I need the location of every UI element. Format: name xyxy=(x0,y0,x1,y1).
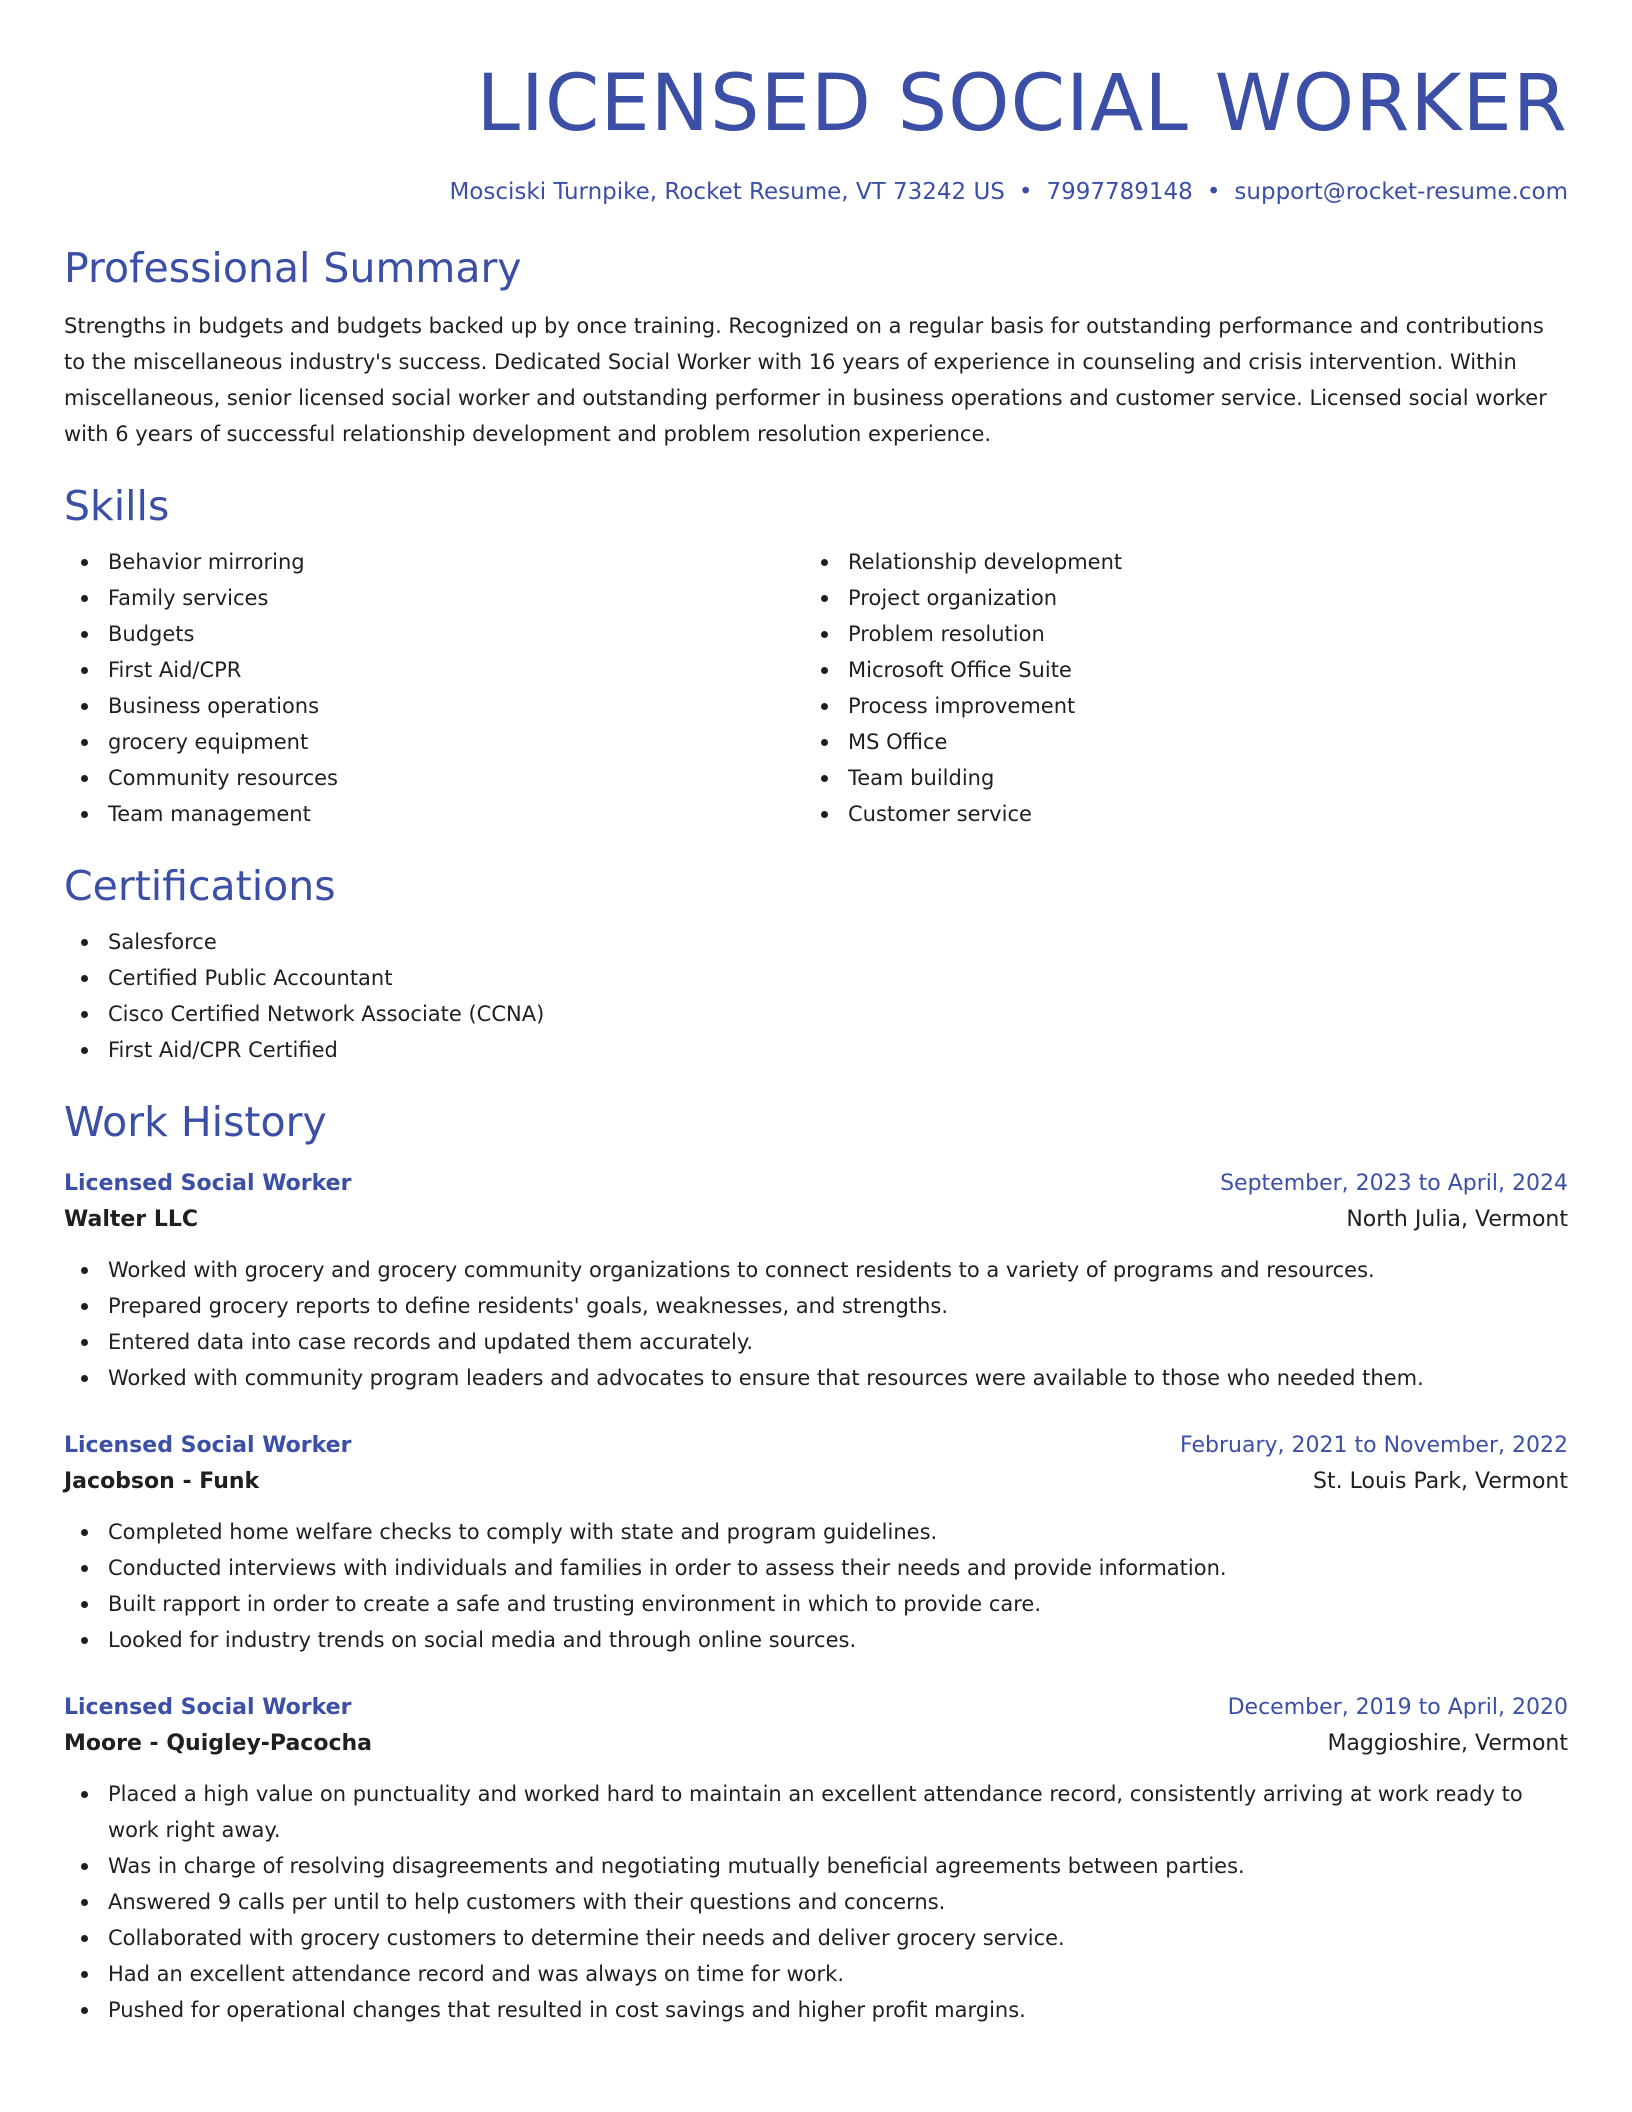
resume-header xyxy=(64,56,1568,208)
job-bullet-list xyxy=(64,1776,1568,2028)
summary-section xyxy=(64,242,1568,452)
certifications-section xyxy=(64,860,1568,1068)
job-bullet: Pushed for operational changes that resulted in cost savings and higher profit margins. xyxy=(64,1992,1568,2028)
job-bullet: Was in charge of resolving disagreements and negotiating mutually beneficial agreements between parties. xyxy=(64,1848,1568,1884)
job-bullet: Prepared grocery reports to define residents' goals, weaknesses, and strengths. xyxy=(64,1288,1568,1324)
job-bullet: Collaborated with grocery customers to determine their needs and deliver grocery service. xyxy=(64,1920,1568,1956)
skills-list-right xyxy=(804,544,1544,832)
skill-item: Microsoft Office Suite xyxy=(804,652,1544,688)
job-bullet: Built rapport in order to create a safe and trusting environment in which to provide care. xyxy=(64,1586,1568,1622)
job-title-row xyxy=(64,1166,1568,1202)
job-location: North Julia, Vermont xyxy=(1346,1207,1568,1232)
work-history-heading: Work History xyxy=(64,1098,327,1146)
contact-line xyxy=(64,176,1568,208)
job-bullet-list xyxy=(64,1252,1568,1396)
certifications-list xyxy=(64,924,1568,1068)
skills-section xyxy=(64,480,1568,832)
skill-item: Budgets xyxy=(64,616,804,652)
skills-list-left xyxy=(64,544,804,832)
certifications-heading: Certifications xyxy=(64,862,336,910)
job-bullet: Answered 9 calls per until to help customers with their questions and concerns. xyxy=(64,1884,1568,1920)
job-title-row xyxy=(64,1690,1568,1726)
job-entry xyxy=(64,1428,1568,1658)
job-company-row xyxy=(64,1464,1568,1500)
skill-item: Business operations xyxy=(64,688,804,724)
certification-item: Certified Public Accountant xyxy=(64,960,1568,996)
skills-heading: Skills xyxy=(64,482,170,530)
job-bullet: Entered data into case records and updated them accurately. xyxy=(64,1324,1568,1360)
job-company-row xyxy=(64,1202,1568,1238)
job-bullet: Looked for industry trends on social media and through online sources. xyxy=(64,1622,1568,1658)
skills-grid xyxy=(64,544,1568,832)
certification-item: First Aid/CPR Certified xyxy=(64,1032,1568,1068)
skill-item: Customer service xyxy=(804,796,1544,832)
skill-item: grocery equipment xyxy=(64,724,804,760)
job-role: Licensed Social Worker xyxy=(64,1433,352,1458)
contact-address: Mosciski Turnpike, Rocket Resume, VT 73242 US xyxy=(449,179,1005,205)
contact-separator: • xyxy=(1206,179,1221,205)
job-bullet: Worked with community program leaders and advocates to ensure that resources were available to those who needed them. xyxy=(64,1360,1568,1396)
skill-item: Behavior mirroring xyxy=(64,544,804,580)
skill-item: Project organization xyxy=(804,580,1544,616)
resume-name: LICENSED SOCIAL WORKER xyxy=(476,59,1568,149)
job-dates: December, 2019 to April, 2020 xyxy=(1227,1695,1568,1720)
job-bullet: Placed a high value on punctuality and worked hard to maintain an excellent attendance record, consistently arriving at work ready to work right away. xyxy=(64,1776,1568,1848)
job-location: St. Louis Park, Vermont xyxy=(1313,1469,1568,1494)
job-company: Moore - Quigley-Pacocha xyxy=(64,1731,373,1756)
skill-item: Team building xyxy=(804,760,1544,796)
job-company-row xyxy=(64,1726,1568,1762)
skill-item: Process improvement xyxy=(804,688,1544,724)
job-bullet: Conducted interviews with individuals and families in order to assess their needs and provide information. xyxy=(64,1550,1568,1586)
skill-item: Relationship development xyxy=(804,544,1544,580)
contact-separator: • xyxy=(1018,179,1033,205)
job-dates: September, 2023 to April, 2024 xyxy=(1220,1171,1568,1196)
skill-item: MS Office xyxy=(804,724,1544,760)
skill-item: Community resources xyxy=(64,760,804,796)
skill-item: First Aid/CPR xyxy=(64,652,804,688)
job-bullet: Completed home welfare checks to comply with state and program guidelines. xyxy=(64,1514,1568,1550)
job-company: Walter LLC xyxy=(64,1207,198,1232)
contact-phone: 7997789148 xyxy=(1046,179,1193,205)
summary-heading: Professional Summary xyxy=(64,244,522,292)
certification-item: Cisco Certified Network Associate (CCNA) xyxy=(64,996,1568,1032)
job-title-row xyxy=(64,1428,1568,1464)
job-role: Licensed Social Worker xyxy=(64,1695,352,1720)
skill-item: Problem resolution xyxy=(804,616,1544,652)
job-bullet: Had an excellent attendance record and was always on time for work. xyxy=(64,1956,1568,1992)
job-dates: February, 2021 to November, 2022 xyxy=(1180,1433,1568,1458)
skill-item: Family services xyxy=(64,580,804,616)
job-entry xyxy=(64,1690,1568,2028)
skill-item: Team management xyxy=(64,796,804,832)
work-history-section xyxy=(64,1096,1568,2028)
job-entry xyxy=(64,1166,1568,1396)
job-role: Licensed Social Worker xyxy=(64,1171,352,1196)
contact-email: support@rocket-resume.com xyxy=(1234,179,1568,205)
job-location: Maggioshire, Vermont xyxy=(1327,1731,1568,1756)
job-bullet: Worked with grocery and grocery community organizations to connect residents to a variety of programs and resources. xyxy=(64,1252,1568,1288)
job-bullet-list xyxy=(64,1514,1568,1658)
job-company: Jacobson - Funk xyxy=(64,1469,260,1494)
certification-item: Salesforce xyxy=(64,924,1568,960)
summary-text: Strengths in budgets and budgets backed up by once training. Recognized on a regular basis for outstanding performance and contributions to the miscellaneous industry's success. Dedicated Social Worker with 16 years of experience in counseling and crisis intervention. Within miscellaneous, senior licensed social worker and outstanding performer in business operations and customer service. Licensed social worker with 6 years of successful relationship development and problem resolution experience. xyxy=(64,314,1547,446)
